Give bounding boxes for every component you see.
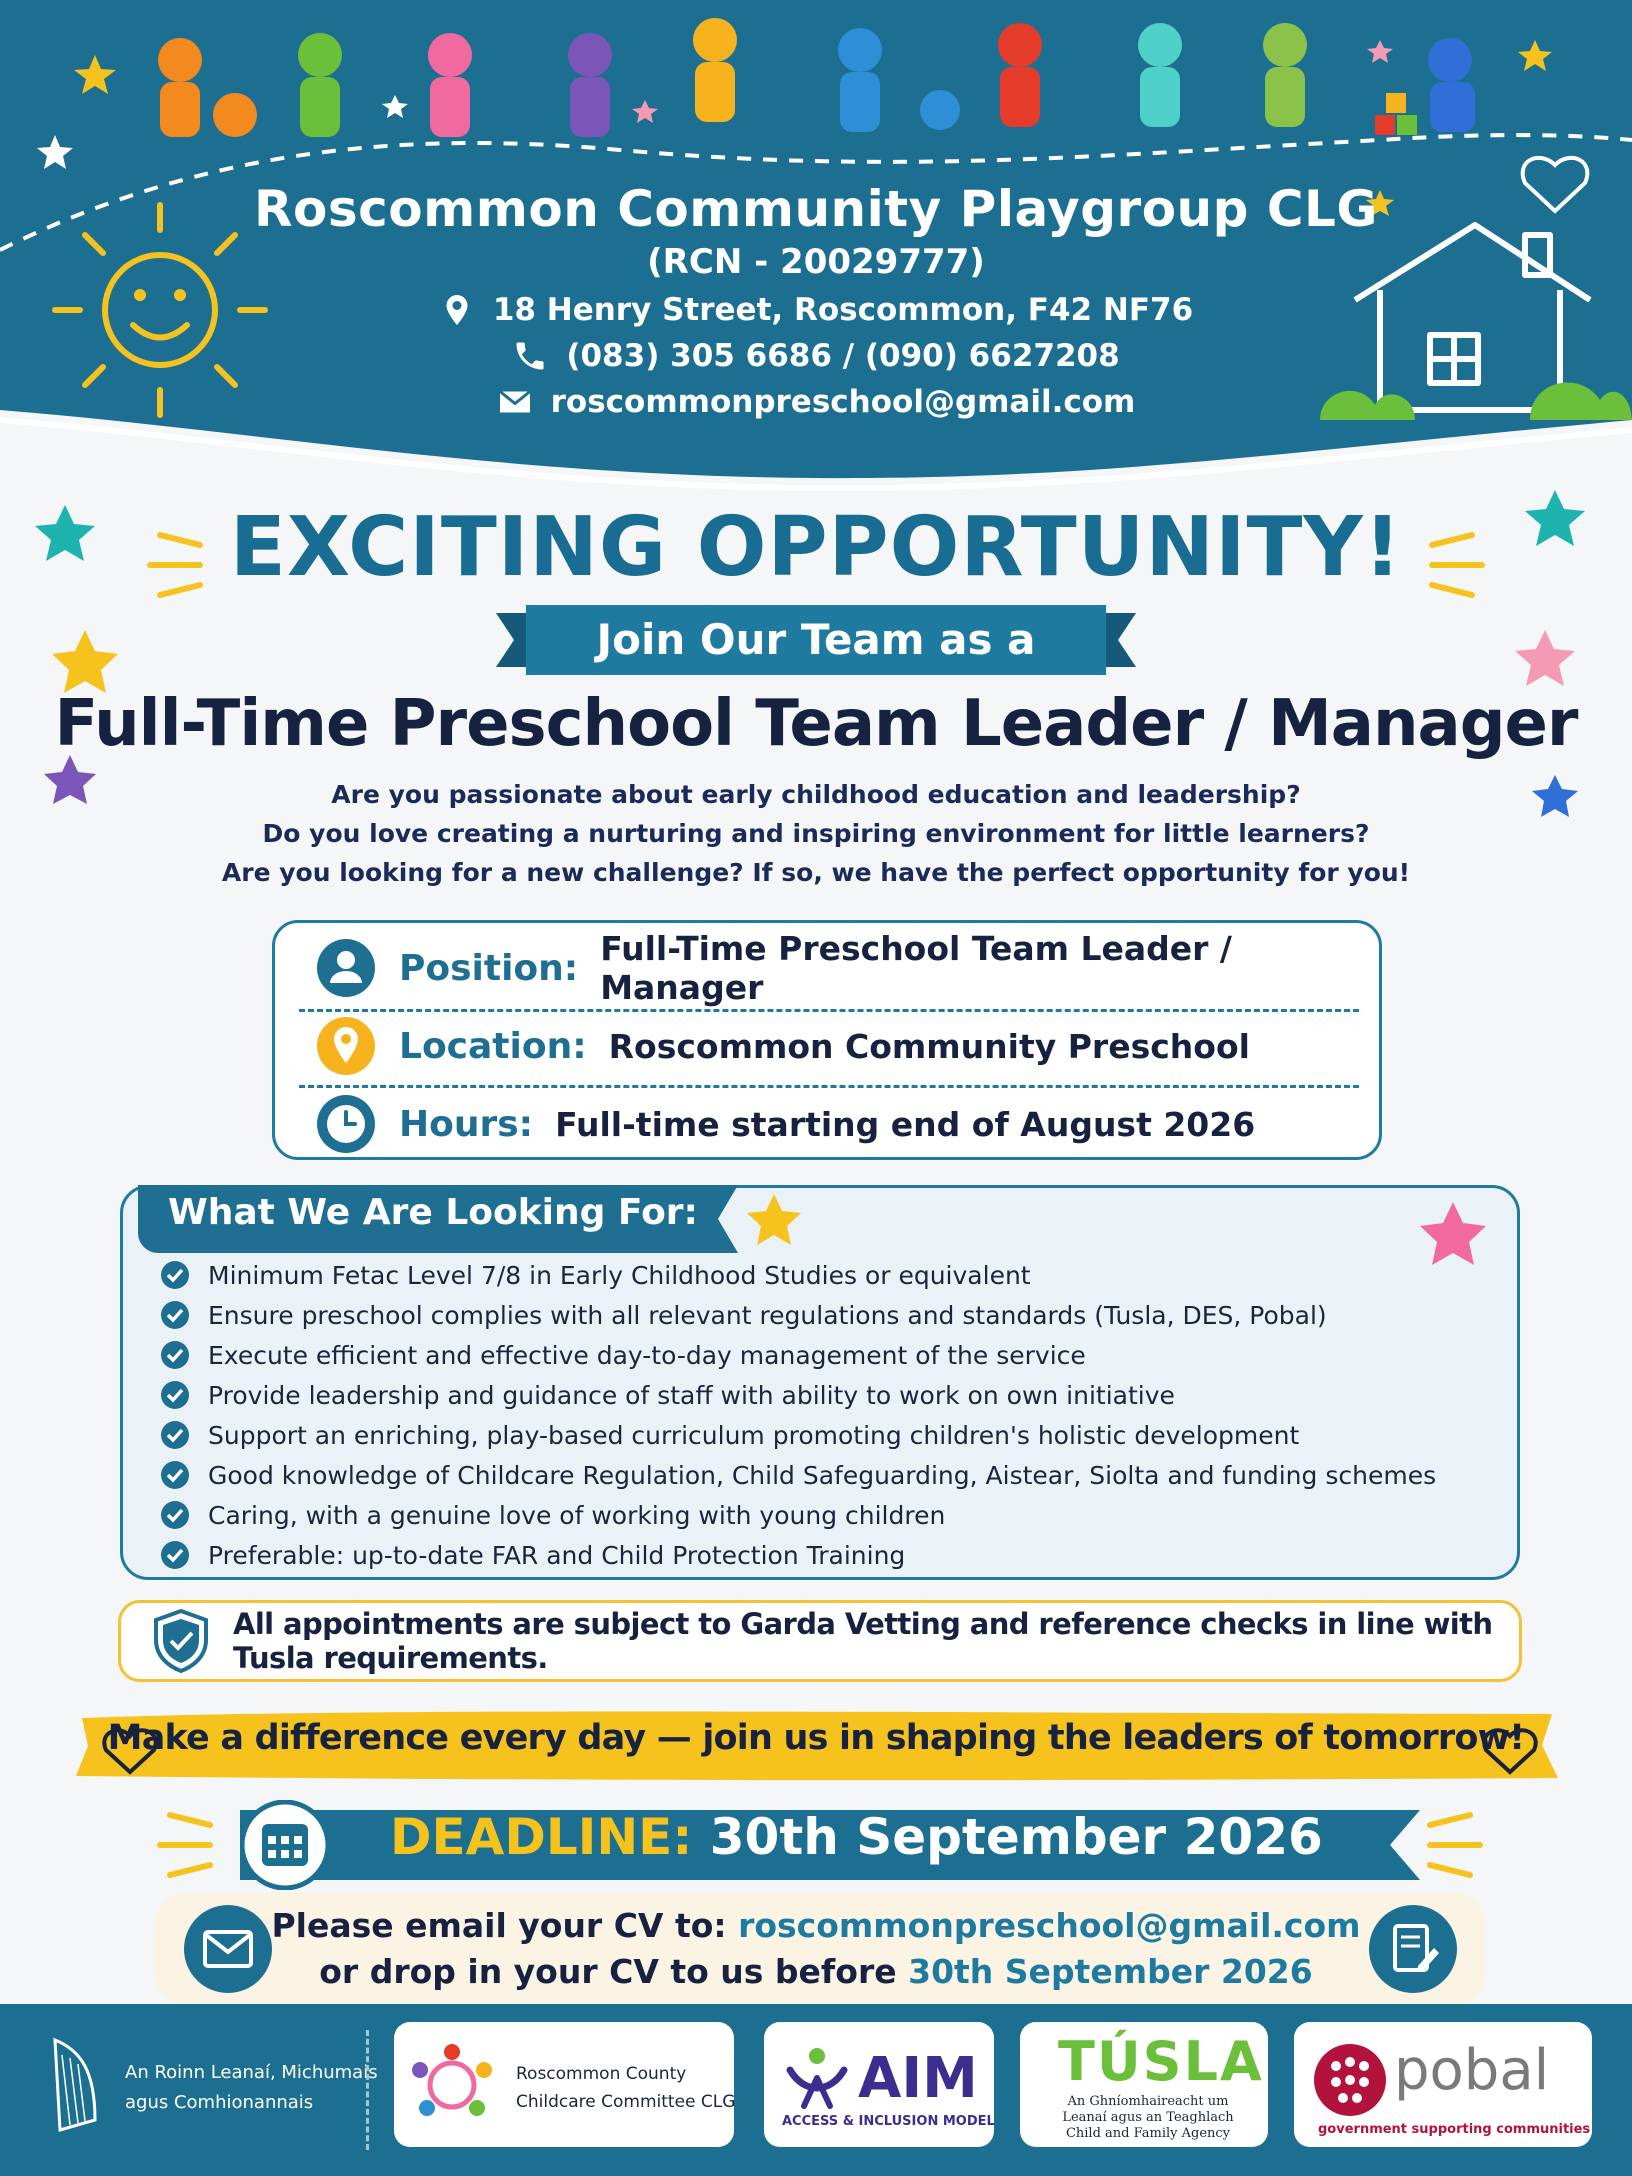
- header-contact-block: [0, 180, 1632, 420]
- department-line: agus Comhionannais: [125, 2092, 314, 2113]
- pobal-subtitle: government supporting communities: [1318, 2122, 1591, 2137]
- apply-prefix: Please email your CV to:: [271, 1906, 727, 1945]
- job-details-box: [272, 920, 1382, 1160]
- tusla-logo-text: TÚSLA: [1058, 2030, 1264, 2093]
- apply-text: [0, 1903, 1632, 1995]
- deadline-label: DEADLINE:: [390, 1808, 693, 1866]
- requirements-title: What We Are Looking For:: [168, 1192, 698, 1233]
- intro-line: Are you looking for a new challenge? If so, we have the perfect opportunity for you!: [221, 858, 1411, 887]
- star-icon: [745, 1192, 803, 1248]
- list-item: [160, 1335, 1436, 1375]
- deadline-text: [390, 1808, 1323, 1866]
- committee-line: Roscommon County: [516, 2064, 687, 2084]
- org-name: Roscommon Community Playgroup CLG: [254, 180, 1378, 238]
- exciting-opportunity-heading: EXCITING OPPORTUNITY!: [229, 500, 1403, 595]
- address-line: [0, 292, 1632, 328]
- detail-value: Roscommon Community Preschool: [608, 1026, 1250, 1066]
- location-pin-icon: [315, 1015, 377, 1077]
- address-text: 18 Henry Street, Roscommon, F42 NF76: [492, 292, 1194, 328]
- person-icon: [315, 937, 377, 999]
- check-circle-icon: [160, 1340, 190, 1370]
- childcare-committee-logo-icon: [402, 2040, 502, 2130]
- check-circle-icon: [160, 1500, 190, 1530]
- requirement-text: Provide leadership and guidance of staff with ability to work on own initiative: [208, 1380, 1175, 1410]
- shield-check-icon: [151, 1608, 211, 1674]
- intro-line: Do you love creating a nurturing and inspiring environment for little learners?: [262, 819, 1370, 848]
- detail-value: Full-time starting end of August 2026: [555, 1104, 1256, 1144]
- aim-logo-text: AIM: [858, 2046, 978, 2111]
- requirements-list: [160, 1255, 1436, 1575]
- requirement-text: Caring, with a genuine love of working with young children: [208, 1500, 946, 1530]
- requirement-text: Support an enriching, play-based curriculum promoting children's holistic development: [208, 1420, 1300, 1450]
- garda-text: All appointments are subject to Garda Vetting and reference checks in line with Tusla requirements.: [233, 1607, 1493, 1675]
- intro-line: Are you passionate about early childhood education and leadership?: [331, 780, 1301, 809]
- role-title: Full-Time Preschool Team Leader / Manager: [54, 687, 1578, 761]
- list-item: [160, 1415, 1436, 1455]
- email-line: [0, 384, 1632, 420]
- check-circle-icon: [160, 1540, 190, 1570]
- requirement-text: Ensure preschool complies with all relevant regulations and standards (Tusla, DES, Pobal): [208, 1300, 1327, 1330]
- list-item: [160, 1295, 1436, 1335]
- envelope-icon: [497, 384, 533, 420]
- phone-icon: [512, 338, 548, 374]
- detail-label: Position:: [399, 947, 579, 989]
- list-item: [160, 1255, 1436, 1295]
- clock-icon: [315, 1093, 377, 1155]
- detail-value: Full-Time Preschool Team Leader / Manager: [600, 929, 1232, 1007]
- apply-email-link[interactable]: roscommonpreschool@gmail.com: [738, 1906, 1361, 1945]
- aim-figure-icon: [784, 2044, 850, 2110]
- committee-line: Childcare Committee CLG: [516, 2092, 736, 2112]
- requirement-text: Good knowledge of Childcare Regulation, Child Safeguarding, Aistear, Siolta and funding schemes: [208, 1460, 1437, 1490]
- requirement-text: Execute efficient and effective day-to-day management of the service: [208, 1340, 1086, 1370]
- org-rcn: (RCN - 20029777): [647, 242, 985, 282]
- detail-position: [315, 929, 1345, 1007]
- garda-vetting-notice: [118, 1600, 1522, 1682]
- apply-prefix: or drop in your CV to us before: [319, 1952, 897, 1991]
- check-circle-icon: [160, 1380, 190, 1410]
- detail-label: Hours:: [399, 1103, 534, 1145]
- tusla-subtitle: An Ghníomhaireacht um Leanaí agus an Teaghlach Child and Family Agency: [1062, 2094, 1234, 2141]
- divider: [366, 2030, 369, 2150]
- harp-icon: [40, 2030, 110, 2140]
- requirement-text: Minimum Fetac Level 7/8 in Early Childhood Studies or equivalent: [208, 1260, 1031, 1290]
- motto-text: Make a difference every day — join us in shaping the leaders of tomorrow!: [107, 1718, 1525, 1758]
- deadline-date: 30th September 2026: [709, 1808, 1323, 1866]
- apply-date: 30th September 2026: [908, 1952, 1313, 1991]
- childcare-committee-name: [516, 2060, 735, 2116]
- list-item: [160, 1375, 1436, 1415]
- join-team-text: Join Our Team as a: [596, 615, 1036, 664]
- phone-text[interactable]: (083) 305 6686 / (090) 6627208: [566, 338, 1120, 374]
- email-text[interactable]: roscommonpreschool@gmail.com: [550, 384, 1136, 420]
- detail-label: Location:: [399, 1025, 587, 1067]
- join-ribbon: [496, 605, 1136, 675]
- check-circle-icon: [160, 1300, 190, 1330]
- list-item: [160, 1535, 1436, 1575]
- department-line: An Roinn Leanaí, Michumais: [125, 2062, 378, 2083]
- apply-line-2: [0, 1949, 1632, 1995]
- check-circle-icon: [160, 1460, 190, 1490]
- aim-subtitle: ACCESS & INCLUSION MODEL: [782, 2114, 995, 2129]
- check-circle-icon: [160, 1420, 190, 1450]
- check-circle-icon: [160, 1260, 190, 1290]
- detail-hours: [315, 1085, 1345, 1163]
- detail-location: [315, 1007, 1345, 1085]
- apply-line-1: [0, 1903, 1632, 1949]
- requirement-text: Preferable: up-to-date FAR and Child Protection Training: [208, 1540, 906, 1570]
- list-item: [160, 1495, 1436, 1535]
- list-item: [160, 1455, 1436, 1495]
- pobal-dots-icon: [1310, 2040, 1390, 2120]
- phone-line: [0, 338, 1632, 374]
- department-name: [125, 2058, 378, 2118]
- pobal-logo-text: pobal: [1394, 2038, 1550, 2103]
- headline-block: [0, 500, 1632, 892]
- intro-paragraph: [0, 775, 1632, 892]
- location-pin-icon: [439, 292, 475, 328]
